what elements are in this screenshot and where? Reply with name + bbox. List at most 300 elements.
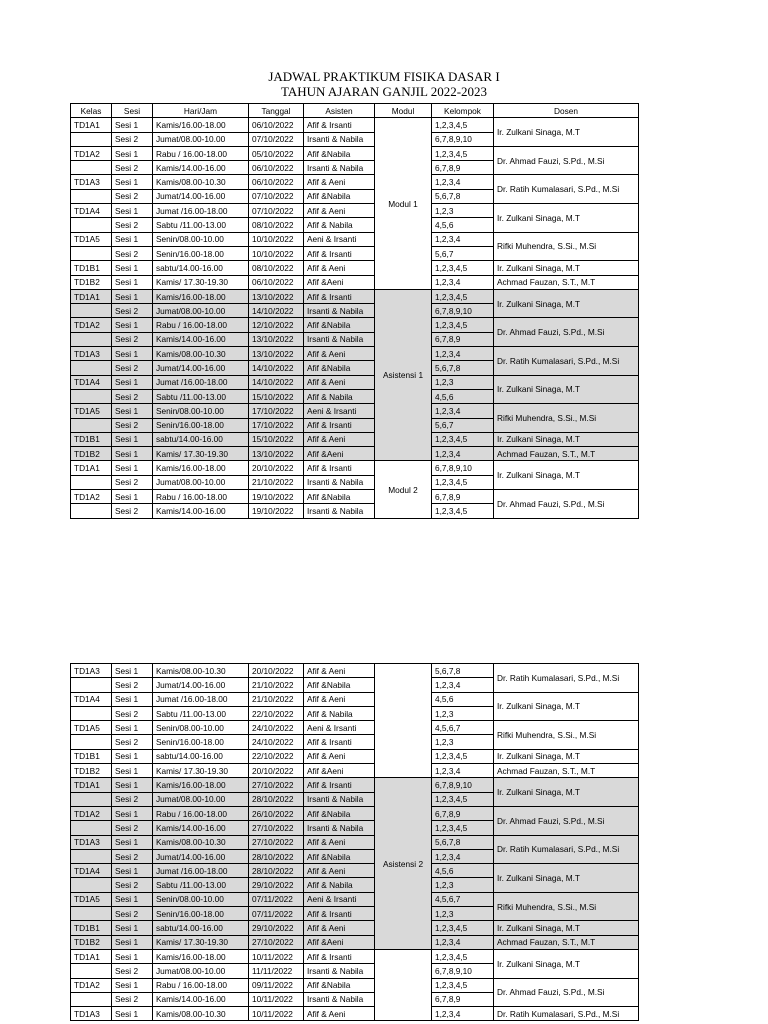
cell-kelompok: 1,2,3,4,5 — [432, 118, 494, 132]
cell-asisten: Afif &Aeni — [304, 935, 375, 949]
cell-kelas — [71, 332, 112, 346]
cell-kelas: TD1A1 — [71, 118, 112, 132]
cell-kelompok: 1,2,3,4,5 — [432, 475, 494, 489]
cell-sesi: Sesi 2 — [112, 735, 153, 749]
cell-hari-jam: sabtu/14.00-16.00 — [153, 261, 249, 275]
cell-hari-jam: Kamis/08.00-10.30 — [153, 1007, 249, 1021]
cell-hari-jam: Senin/16.00-18.00 — [153, 418, 249, 432]
cell-dosen: Ir. Zulkani Sinaga, M.T — [494, 375, 639, 404]
cell-tanggal: 10/10/2022 — [249, 232, 304, 246]
table-row — [71, 347, 639, 361]
cell-tanggal: 27/10/2022 — [249, 935, 304, 949]
cell-sesi: Sesi 2 — [112, 161, 153, 175]
cell-kelompok: 1,2,3,4 — [432, 404, 494, 418]
cell-hari-jam: Sabtu /11.00-13.00 — [153, 706, 249, 720]
cell-asisten: Afif & Irsanti — [304, 461, 375, 475]
cell-hari-jam: Kamis/16.00-18.00 — [153, 778, 249, 792]
cell-asisten: Afif &Nabila — [304, 189, 375, 203]
cell-kelompok: 6,7,8,9 — [432, 161, 494, 175]
cell-kelompok: 1,2,3,4 — [432, 1007, 494, 1021]
cell-dosen: Ir. Zulkani Sinaga, M.T — [494, 778, 639, 807]
cell-kelompok: 6,7,8,9,10 — [432, 964, 494, 978]
cell-tanggal: 13/10/2022 — [249, 347, 304, 361]
cell-kelas — [71, 706, 112, 720]
table-row — [71, 204, 639, 218]
cell-tanggal: 17/10/2022 — [249, 404, 304, 418]
table-row — [71, 664, 639, 678]
cell-hari-jam: Rabu / 16.00-18.00 — [153, 490, 249, 504]
cell-kelompok: 4,5,6 — [432, 389, 494, 403]
cell-asisten: Afif & Irsanti — [304, 907, 375, 921]
cell-kelompok: 1,2,3,4 — [432, 849, 494, 863]
table-row — [71, 1007, 639, 1021]
cell-tanggal: 07/10/2022 — [249, 189, 304, 203]
cell-dosen: Ir. Zulkani Sinaga, M.T — [494, 461, 639, 490]
cell-tanggal: 20/10/2022 — [249, 461, 304, 475]
cell-kelas — [71, 992, 112, 1006]
table-row — [71, 375, 639, 389]
cell-tanggal: 07/10/2022 — [249, 132, 304, 146]
cell-dosen: Achmad Fauzan, S.T., M.T — [494, 447, 639, 461]
cell-kelompok: 1,2,3,4 — [432, 175, 494, 189]
cell-sesi: Sesi 2 — [112, 792, 153, 806]
cell-dosen: Dr. Ratih Kumalasari, S.Pd., M.Si — [494, 835, 639, 864]
cell-hari-jam: Jumat/14.00-16.00 — [153, 189, 249, 203]
table-row — [71, 318, 639, 332]
cell-tanggal: 19/10/2022 — [249, 504, 304, 518]
cell-tanggal: 05/10/2022 — [249, 146, 304, 160]
cell-dosen: Ir. Zulkani Sinaga, M.T — [494, 261, 639, 275]
cell-asisten: Irsanti & Nabila — [304, 332, 375, 346]
cell-asisten: Afif & Irsanti — [304, 289, 375, 303]
cell-sesi: Sesi 1 — [112, 921, 153, 935]
cell-kelas: TD1A1 — [71, 461, 112, 475]
cell-hari-jam: Kamis/08.00-10.30 — [153, 664, 249, 678]
cell-asisten: Afif &Aeni — [304, 275, 375, 289]
cell-kelompok: 1,2,3 — [432, 204, 494, 218]
cell-sesi: Sesi 2 — [112, 189, 153, 203]
cell-tanggal: 08/10/2022 — [249, 261, 304, 275]
cell-kelas: TD1A3 — [71, 347, 112, 361]
cell-hari-jam: Senin/08.00-10.00 — [153, 892, 249, 906]
cell-tanggal: 20/10/2022 — [249, 764, 304, 778]
cell-hari-jam: Rabu / 16.00-18.00 — [153, 806, 249, 820]
cell-hari-jam: sabtu/14.00-16.00 — [153, 432, 249, 446]
cell-asisten: Aeni & Irsanti — [304, 892, 375, 906]
cell-kelas: TD1B2 — [71, 764, 112, 778]
cell-asisten: Irsanti & Nabila — [304, 161, 375, 175]
cell-hari-jam: Kamis/ 17.30-19.30 — [153, 935, 249, 949]
table-row — [71, 935, 639, 949]
cell-kelas — [71, 218, 112, 232]
cell-asisten: Afif &Aeni — [304, 447, 375, 461]
cell-tanggal: 11/11/2022 — [249, 964, 304, 978]
cell-kelas: TD1A1 — [71, 289, 112, 303]
cell-sesi: Sesi 1 — [112, 175, 153, 189]
cell-asisten: Afif & Aeni — [304, 835, 375, 849]
cell-kelas: TD1A3 — [71, 664, 112, 678]
cell-sesi: Sesi 1 — [112, 935, 153, 949]
header-kelas: Kelas — [71, 104, 112, 118]
cell-kelas — [71, 964, 112, 978]
cell-kelas: TD1A4 — [71, 864, 112, 878]
cell-asisten: Afif &Nabila — [304, 318, 375, 332]
cell-hari-jam: Jumat /16.00-18.00 — [153, 864, 249, 878]
cell-kelas — [71, 189, 112, 203]
cell-sesi: Sesi 1 — [112, 949, 153, 963]
cell-hari-jam: Kamis/14.00-16.00 — [153, 992, 249, 1006]
cell-sesi: Sesi 1 — [112, 1007, 153, 1021]
table-row — [71, 749, 639, 763]
cell-sesi: Sesi 2 — [112, 678, 153, 692]
cell-kelompok: 1,2,3,4,5 — [432, 792, 494, 806]
cell-kelompok: 5,6,7 — [432, 418, 494, 432]
cell-modul — [375, 664, 432, 778]
cell-kelas — [71, 792, 112, 806]
cell-asisten: Afif & Aeni — [304, 749, 375, 763]
cell-kelas — [71, 361, 112, 375]
cell-asisten: Afif &Nabila — [304, 806, 375, 820]
cell-sesi: Sesi 1 — [112, 404, 153, 418]
table-row — [71, 892, 639, 906]
table-row — [71, 721, 639, 735]
cell-tanggal: 06/10/2022 — [249, 118, 304, 132]
table-row — [71, 447, 639, 461]
cell-modul: Asistensi 2 — [375, 778, 432, 950]
cell-kelas: TD1A3 — [71, 835, 112, 849]
cell-asisten: Afif & Aeni — [304, 864, 375, 878]
table-row — [71, 232, 639, 246]
cell-hari-jam: Kamis/14.00-16.00 — [153, 504, 249, 518]
cell-kelompok: 5,6,7,8 — [432, 664, 494, 678]
cell-dosen: Dr. Ratih Kumalasari, S.Pd., M.Si — [494, 347, 639, 376]
cell-dosen: Ir. Zulkani Sinaga, M.T — [494, 749, 639, 763]
cell-tanggal: 15/10/2022 — [249, 389, 304, 403]
table-row — [71, 289, 639, 303]
cell-hari-jam: Kamis/16.00-18.00 — [153, 118, 249, 132]
cell-sesi: Sesi 2 — [112, 964, 153, 978]
cell-dosen: Achmad Fauzan, S.T., M.T — [494, 764, 639, 778]
cell-kelas: TD1A5 — [71, 232, 112, 246]
cell-sesi: Sesi 2 — [112, 218, 153, 232]
cell-tanggal: 22/10/2022 — [249, 706, 304, 720]
table-row — [71, 146, 639, 160]
cell-tanggal: 07/11/2022 — [249, 892, 304, 906]
table-row — [71, 692, 639, 706]
cell-tanggal: 08/10/2022 — [249, 218, 304, 232]
cell-kelompok: 1,2,3 — [432, 907, 494, 921]
cell-dosen: Ir. Zulkani Sinaga, M.T — [494, 204, 639, 233]
cell-kelas: TD1B2 — [71, 935, 112, 949]
cell-asisten: Afif & Aeni — [304, 375, 375, 389]
cell-tanggal: 27/10/2022 — [249, 835, 304, 849]
cell-kelas: TD1A3 — [71, 175, 112, 189]
cell-kelas — [71, 849, 112, 863]
header-asisten: Asisten — [304, 104, 375, 118]
table-row — [71, 261, 639, 275]
cell-sesi: Sesi 2 — [112, 332, 153, 346]
cell-dosen: Rifki Muhendra, S.Si., M.Si — [494, 404, 639, 433]
cell-tanggal: 07/11/2022 — [249, 907, 304, 921]
cell-sesi: Sesi 2 — [112, 504, 153, 518]
cell-hari-jam: Kamis/16.00-18.00 — [153, 289, 249, 303]
cell-sesi: Sesi 2 — [112, 132, 153, 146]
header-dosen: Dosen — [494, 104, 639, 118]
cell-sesi: Sesi 1 — [112, 289, 153, 303]
cell-kelompok: 5,6,7,8 — [432, 835, 494, 849]
cell-tanggal: 17/10/2022 — [249, 418, 304, 432]
cell-sesi: Sesi 1 — [112, 806, 153, 820]
cell-kelas: TD1A5 — [71, 721, 112, 735]
cell-hari-jam: Senin/08.00-10.00 — [153, 232, 249, 246]
cell-kelompok: 6,7,8,9,10 — [432, 778, 494, 792]
cell-sesi: Sesi 1 — [112, 375, 153, 389]
cell-kelompok: 6,7,8,9 — [432, 806, 494, 820]
cell-kelompok: 1,2,3,4 — [432, 678, 494, 692]
table-row — [71, 404, 639, 418]
cell-dosen: Dr. Ratih Kumalasari, S.Pd., M.Si — [494, 1007, 639, 1021]
table-row — [71, 835, 639, 849]
cell-kelas: TD1A4 — [71, 692, 112, 706]
cell-asisten: Afif &Nabila — [304, 361, 375, 375]
cell-tanggal: 28/10/2022 — [249, 864, 304, 878]
cell-kelompok: 1,2,3 — [432, 375, 494, 389]
cell-asisten: Afif &Nabila — [304, 849, 375, 863]
cell-sesi: Sesi 2 — [112, 418, 153, 432]
cell-modul: Asistensi 1 — [375, 289, 432, 461]
cell-asisten: Afif & Irsanti — [304, 949, 375, 963]
cell-dosen: Ir. Zulkani Sinaga, M.T — [494, 289, 639, 318]
table-row — [71, 806, 639, 820]
cell-hari-jam: Senin/16.00-18.00 — [153, 907, 249, 921]
cell-hari-jam: Senin/16.00-18.00 — [153, 246, 249, 260]
cell-kelompok: 6,7,8,9 — [432, 332, 494, 346]
cell-kelas: TD1B1 — [71, 261, 112, 275]
cell-sesi: Sesi 1 — [112, 275, 153, 289]
cell-asisten: Irsanti & Nabila — [304, 821, 375, 835]
cell-kelompok: 5,6,7 — [432, 246, 494, 260]
cell-hari-jam: Kamis/ 17.30-19.30 — [153, 275, 249, 289]
cell-tanggal: 14/10/2022 — [249, 361, 304, 375]
cell-kelompok: 1,2,3 — [432, 706, 494, 720]
cell-asisten: Afif & Nabila — [304, 706, 375, 720]
cell-sesi: Sesi 1 — [112, 892, 153, 906]
cell-asisten: Afif & Aeni — [304, 1007, 375, 1021]
cell-kelompok: 6,7,8,9,10 — [432, 132, 494, 146]
cell-hari-jam: Kamis/14.00-16.00 — [153, 821, 249, 835]
cell-kelas — [71, 161, 112, 175]
cell-sesi: Sesi 1 — [112, 490, 153, 504]
cell-asisten: Irsanti & Nabila — [304, 964, 375, 978]
cell-hari-jam: Kamis/08.00-10.30 — [153, 835, 249, 849]
cell-hari-jam: Jumat/08.00-10.00 — [153, 792, 249, 806]
table-row — [71, 764, 639, 778]
cell-kelas — [71, 246, 112, 260]
cell-hari-jam: Jumat/14.00-16.00 — [153, 849, 249, 863]
cell-dosen: Ir. Zulkani Sinaga, M.T — [494, 118, 639, 147]
cell-asisten: Irsanti & Nabila — [304, 792, 375, 806]
page-title: JADWAL PRAKTIKUM FISIKA DASAR I — [268, 69, 500, 84]
table-row — [71, 490, 639, 504]
cell-tanggal: 24/10/2022 — [249, 735, 304, 749]
cell-sesi: Sesi 1 — [112, 204, 153, 218]
cell-kelompok: 1,2,3,4,5 — [432, 504, 494, 518]
cell-kelompok: 1,2,3,4,5 — [432, 749, 494, 763]
cell-hari-jam: Kamis/14.00-16.00 — [153, 332, 249, 346]
cell-tanggal: 19/10/2022 — [249, 490, 304, 504]
page-subtitle: TAHUN AJARAN GANJIL 2022-2023 — [280, 84, 488, 99]
cell-kelas: TD1A3 — [71, 1007, 112, 1021]
cell-hari-jam: Jumat /16.00-18.00 — [153, 375, 249, 389]
cell-kelas: TD1A1 — [71, 778, 112, 792]
cell-hari-jam: Rabu / 16.00-18.00 — [153, 318, 249, 332]
cell-hari-jam: Jumat/14.00-16.00 — [153, 678, 249, 692]
cell-tanggal: 10/11/2022 — [249, 1007, 304, 1021]
cell-hari-jam: Kamis/16.00-18.00 — [153, 461, 249, 475]
cell-kelompok: 6,7,8,9 — [432, 992, 494, 1006]
cell-kelas — [71, 878, 112, 892]
header-kelompok: Kelompok — [432, 104, 494, 118]
cell-asisten: Afif & Aeni — [304, 692, 375, 706]
cell-hari-jam: sabtu/14.00-16.00 — [153, 749, 249, 763]
cell-sesi: Sesi 1 — [112, 721, 153, 735]
cell-kelas — [71, 418, 112, 432]
cell-kelompok: 1,2,3,4,5 — [432, 949, 494, 963]
cell-kelas — [71, 504, 112, 518]
cell-hari-jam: Sabtu /11.00-13.00 — [153, 218, 249, 232]
cell-asisten: Afif & Aeni — [304, 664, 375, 678]
cell-dosen: Ir. Zulkani Sinaga, M.T — [494, 949, 639, 978]
cell-kelas: TD1A2 — [71, 318, 112, 332]
cell-tanggal: 12/10/2022 — [249, 318, 304, 332]
header-tanggal: Tanggal — [249, 104, 304, 118]
cell-hari-jam: Rabu / 16.00-18.00 — [153, 146, 249, 160]
cell-kelompok: 4,5,6,7 — [432, 721, 494, 735]
header-hari-jam: Hari/Jam — [153, 104, 249, 118]
cell-sesi: Sesi 1 — [112, 692, 153, 706]
table-row — [71, 978, 639, 992]
cell-sesi: Sesi 1 — [112, 347, 153, 361]
table-row — [71, 778, 639, 792]
cell-asisten: Afif & Aeni — [304, 204, 375, 218]
cell-dosen: Rifki Muhendra, S.Si., M.Si — [494, 232, 639, 261]
cell-kelas — [71, 821, 112, 835]
cell-kelompok: 1,2,3,4 — [432, 347, 494, 361]
cell-tanggal: 06/10/2022 — [249, 161, 304, 175]
cell-tanggal: 27/10/2022 — [249, 778, 304, 792]
cell-hari-jam: Kamis/08.00-10.30 — [153, 175, 249, 189]
cell-asisten: Irsanti & Nabila — [304, 475, 375, 489]
cell-dosen: Achmad Fauzan, S.T., M.T — [494, 935, 639, 949]
cell-tanggal: 10/11/2022 — [249, 949, 304, 963]
cell-tanggal: 07/10/2022 — [249, 204, 304, 218]
cell-asisten: Afif & Aeni — [304, 261, 375, 275]
cell-asisten: Afif & Irsanti — [304, 735, 375, 749]
cell-kelas: TD1B2 — [71, 275, 112, 289]
cell-sesi: Sesi 1 — [112, 318, 153, 332]
cell-hari-jam: Rabu / 16.00-18.00 — [153, 978, 249, 992]
cell-hari-jam: Jumat/08.00-10.00 — [153, 132, 249, 146]
cell-sesi: Sesi 2 — [112, 706, 153, 720]
cell-tanggal: 24/10/2022 — [249, 721, 304, 735]
cell-asisten: Afif & Nabila — [304, 878, 375, 892]
cell-kelas: TD1A5 — [71, 892, 112, 906]
cell-asisten: Afif & Irsanti — [304, 778, 375, 792]
cell-hari-jam: Kamis/14.00-16.00 — [153, 161, 249, 175]
cell-asisten: Afif & Irsanti — [304, 246, 375, 260]
cell-sesi: Sesi 2 — [112, 907, 153, 921]
cell-hari-jam: Senin/08.00-10.00 — [153, 404, 249, 418]
cell-tanggal: 22/10/2022 — [249, 749, 304, 763]
cell-hari-jam: Kamis/16.00-18.00 — [153, 949, 249, 963]
cell-sesi: Sesi 1 — [112, 261, 153, 275]
header-sesi: Sesi — [112, 104, 153, 118]
cell-kelompok: 5,6,7,8 — [432, 361, 494, 375]
cell-kelas: TD1A4 — [71, 375, 112, 389]
cell-asisten: Afif & Aeni — [304, 921, 375, 935]
cell-kelas — [71, 389, 112, 403]
cell-kelompok: 1,2,3,4,5 — [432, 432, 494, 446]
cell-sesi: Sesi 2 — [112, 246, 153, 260]
cell-hari-jam: Senin/08.00-10.00 — [153, 721, 249, 735]
cell-sesi: Sesi 2 — [112, 304, 153, 318]
cell-tanggal: 14/10/2022 — [249, 304, 304, 318]
table-row — [71, 118, 639, 132]
cell-tanggal: 26/10/2022 — [249, 806, 304, 820]
cell-kelas: TD1A2 — [71, 490, 112, 504]
cell-tanggal: 27/10/2022 — [249, 821, 304, 835]
cell-sesi: Sesi 1 — [112, 146, 153, 160]
cell-dosen: Dr. Ratih Kumalasari, S.Pd., M.Si — [494, 175, 639, 204]
cell-tanggal: 29/10/2022 — [249, 921, 304, 935]
cell-tanggal: 29/10/2022 — [249, 878, 304, 892]
cell-kelas: TD1A1 — [71, 949, 112, 963]
cell-sesi: Sesi 1 — [112, 864, 153, 878]
cell-asisten: Afif & Aeni — [304, 175, 375, 189]
table-row — [71, 432, 639, 446]
cell-hari-jam: Kamis/ 17.30-19.30 — [153, 447, 249, 461]
cell-dosen: Ir. Zulkani Sinaga, M.T — [494, 864, 639, 893]
table-row — [71, 949, 639, 963]
cell-dosen: Dr. Ahmad Fauzi, S.Pd., M.Si — [494, 978, 639, 1007]
cell-asisten: Irsanti & Nabila — [304, 504, 375, 518]
cell-kelompok: 4,5,6 — [432, 692, 494, 706]
cell-asisten: Afif &Nabila — [304, 146, 375, 160]
cell-sesi: Sesi 2 — [112, 821, 153, 835]
cell-hari-jam: Jumat /16.00-18.00 — [153, 204, 249, 218]
cell-dosen: Dr. Ahmad Fauzi, S.Pd., M.Si — [494, 490, 639, 519]
cell-kelompok: 6,7,8,9 — [432, 490, 494, 504]
cell-tanggal: 09/11/2022 — [249, 978, 304, 992]
cell-sesi: Sesi 1 — [112, 749, 153, 763]
cell-kelompok: 5,6,7,8 — [432, 189, 494, 203]
cell-tanggal: 10/11/2022 — [249, 992, 304, 1006]
cell-tanggal: 13/10/2022 — [249, 289, 304, 303]
cell-asisten: Afif & Nabila — [304, 389, 375, 403]
cell-hari-jam: Senin/16.00-18.00 — [153, 735, 249, 749]
schedule-table-2 — [70, 663, 639, 1021]
cell-dosen: Ir. Zulkani Sinaga, M.T — [494, 432, 639, 446]
cell-asisten: Afif & Nabila — [304, 218, 375, 232]
cell-tanggal: 13/10/2022 — [249, 447, 304, 461]
cell-kelas — [71, 304, 112, 318]
cell-kelas: TD1A4 — [71, 204, 112, 218]
cell-modul: Modul 2 — [375, 461, 432, 518]
cell-modul — [375, 949, 432, 1020]
cell-sesi: Sesi 1 — [112, 664, 153, 678]
cell-dosen: Rifki Muhendra, S.Si., M.Si — [494, 721, 639, 750]
cell-hari-jam: Sabtu /11.00-13.00 — [153, 389, 249, 403]
